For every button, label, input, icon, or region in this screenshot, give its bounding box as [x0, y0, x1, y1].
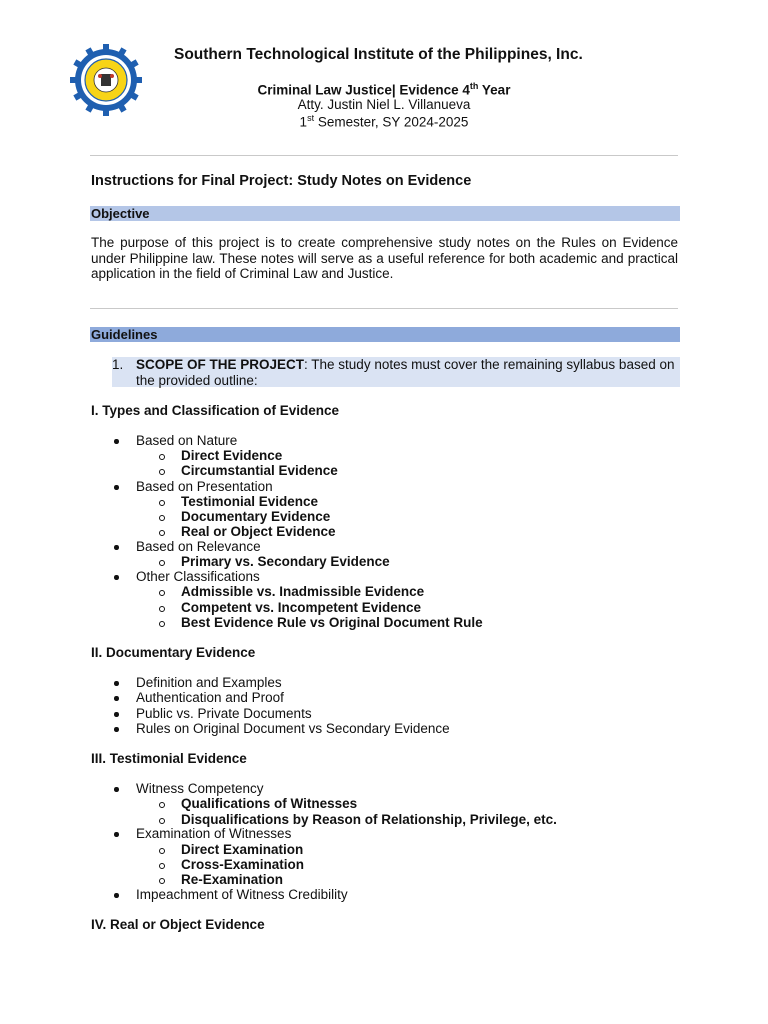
list-item: Based on Nature	[136, 433, 238, 448]
objective-heading: Objective	[90, 206, 680, 221]
item-text	[136, 357, 680, 388]
section-heading: II. Documentary Evidence	[91, 645, 256, 660]
section-heading: I. Types and Classification of Evidence	[91, 403, 340, 418]
list-item: Based on Presentation	[136, 479, 273, 494]
list-item: Definition and Examples	[136, 675, 282, 690]
document-title: Instructions for Final Project: Study Notes on Evidence	[91, 173, 472, 189]
instructor-name: Atty. Justin Niel L. Villanueva	[297, 97, 471, 112]
course-year-suffix: th	[469, 81, 479, 91]
numbered-item	[112, 357, 680, 387]
list-item: Rules on Original Document vs Secondary Evidence	[136, 721, 450, 736]
sub-list-item: Direct Examination	[181, 842, 304, 857]
semester-number: 1	[299, 114, 308, 130]
list-item: Authentication and Proof	[136, 690, 284, 705]
sub-list-item: Best Evidence Rule vs Original Document Rule	[181, 615, 483, 630]
item-description: : The study notes must cover the remaining syllabus based on the provided outline:	[136, 357, 675, 388]
sub-list-item: Re-Examination	[181, 872, 284, 887]
divider	[90, 308, 678, 309]
list-item: Witness Competency	[136, 781, 264, 796]
section-heading: III. Testimonial Evidence	[91, 751, 247, 766]
sub-list-item: Circumstantial Evidence	[181, 463, 338, 478]
semester-line	[0, 113, 768, 130]
course-line	[0, 81, 768, 98]
sub-list-item: Admissible vs. Inadmissible Evidence	[181, 584, 425, 599]
list-item: Based on Relevance	[136, 539, 261, 554]
section-heading: IV. Real or Object Evidence	[91, 917, 265, 932]
sub-list-item: Direct Evidence	[181, 448, 283, 463]
sub-list-item: Testimonial Evidence	[181, 494, 319, 509]
institution-name: Southern Technological Institute of the Philippines, Inc.	[174, 46, 583, 63]
objective-paragraph: The purpose of this project is to create comprehensive study notes on the Rules on Evidence under Philippine law. These notes will serve as a useful reference for both academic and practical application in the field of Criminal Law and Justice.	[91, 235, 678, 281]
list-item: Public vs. Private Documents	[136, 706, 312, 721]
semester-suffix: st	[307, 113, 315, 123]
sub-list-item: Primary vs. Secondary Evidence	[181, 554, 390, 569]
item-number: 1.	[112, 357, 124, 372]
list-item: Other Classifications	[136, 569, 260, 584]
course-year-word: Year	[478, 82, 511, 98]
sub-list-item: Disqualifications by Reason of Relationship, Privilege, etc.	[181, 812, 557, 827]
sub-list-item: Documentary Evidence	[181, 509, 331, 524]
sub-list-item: Qualifications of Witnesses	[181, 796, 358, 811]
guidelines-heading: Guidelines	[90, 327, 680, 342]
sub-list-item: Cross-Examination	[181, 857, 305, 872]
divider	[90, 155, 678, 156]
item-bold-label: SCOPE OF THE PROJECT	[136, 357, 305, 372]
semester-text: Semester, SY 2024-2025	[314, 114, 469, 130]
sub-list-item: Real or Object Evidence	[181, 524, 336, 539]
list-item: Impeachment of Witness Credibility	[136, 887, 348, 902]
course-name: Criminal Law Justice| Evidence 4	[257, 82, 470, 98]
list-item: Examination of Witnesses	[136, 826, 292, 841]
sub-list-item: Competent vs. Incompetent Evidence	[181, 600, 422, 615]
